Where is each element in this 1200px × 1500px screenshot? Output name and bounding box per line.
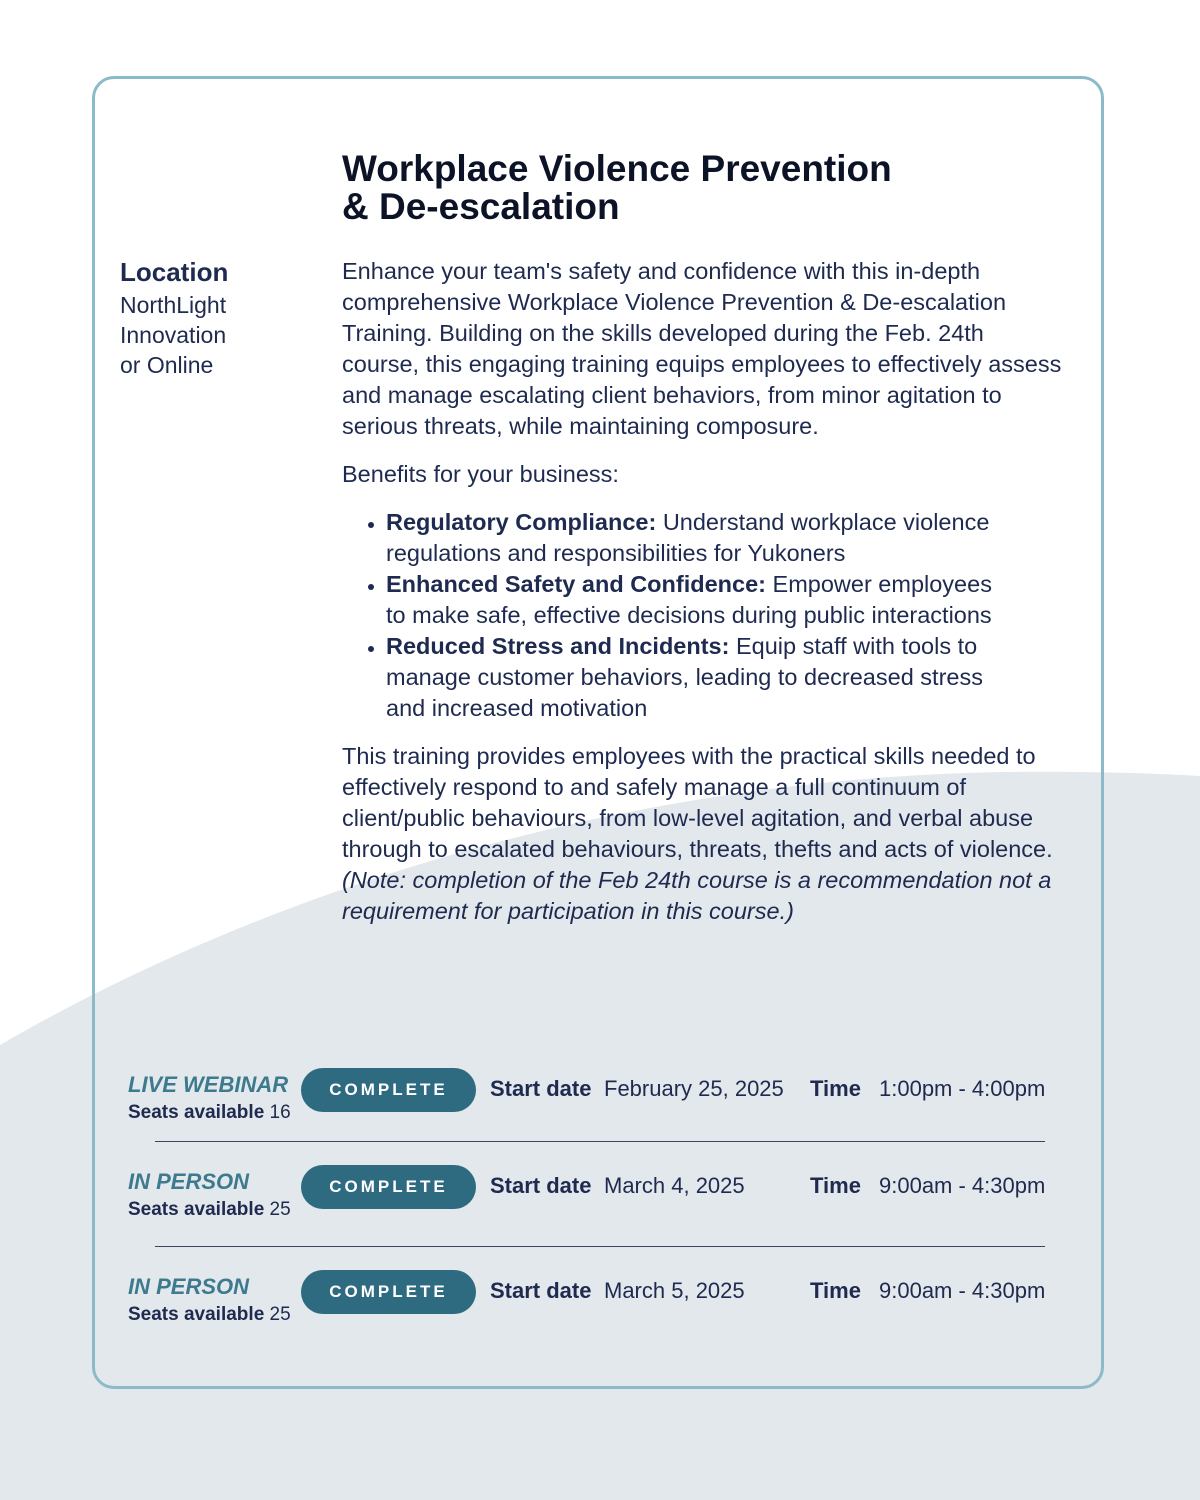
- status-complete-button[interactable]: COMPLETE: [301, 1270, 476, 1314]
- benefit-text: Understand workplace violence regulations and responsibilities for Yukoners: [386, 509, 990, 566]
- benefit-title: Regulatory Compliance:: [386, 509, 657, 535]
- location-value: NorthLight Innovation or Online: [120, 292, 227, 378]
- session-type: LIVE WEBINAR: [128, 1072, 289, 1097]
- session-row: [128, 1167, 1068, 1237]
- divider: [155, 1246, 1045, 1247]
- session-row: [128, 1272, 1068, 1342]
- course-description: [342, 256, 1062, 944]
- session-type: IN PERSON: [128, 1274, 250, 1299]
- seats-label: Seats available: [128, 1304, 265, 1325]
- intro-paragraph: Enhance your team's safety and confidence with this in-depth comprehensive Workplace Violence Prevention & De-escalation Training. Building on the skills developed during the Feb. 24th course, this engaging training equips employees to effectively assess and manage escalating client behaviors, from minor agitation to serious threats, while maintaining composure.: [342, 258, 1062, 439]
- course-title: [342, 150, 1042, 226]
- time-value: 9:00am - 4:30pm: [879, 1173, 1046, 1198]
- benefit-text: Empower employees to make safe, effective decisions during public interactions: [386, 571, 992, 628]
- closing-text: This training provides employees with the practical skills needed to effectively respond to and safely manage a full continuum of client/public behaviours, from low-level agitation, and verbal abuse through to escalated behaviours, threats, thefts and acts of violence.: [342, 743, 1053, 862]
- session-row: [128, 1070, 1068, 1140]
- status-complete-button[interactable]: COMPLETE: [301, 1068, 476, 1112]
- divider: [155, 1141, 1045, 1142]
- start-date-label: Start date: [490, 1278, 592, 1303]
- benefit-text: Equip staff with tools to manage customer behaviors, leading to decreased stress and increased motivation: [386, 633, 983, 721]
- status-complete-button[interactable]: COMPLETE: [301, 1165, 476, 1209]
- time-value: 1:00pm - 4:00pm: [879, 1076, 1046, 1101]
- benefit-item: [386, 507, 1006, 569]
- benefit-item: [386, 631, 1006, 724]
- location-block: [120, 256, 320, 380]
- closing-note: (Note: completion of the Feb 24th course is a recommendation not a requirement for participation in this course.): [342, 867, 1052, 924]
- seats-label: Seats available: [128, 1199, 265, 1220]
- seats-count: 16: [269, 1102, 291, 1123]
- time-label: Time: [810, 1076, 861, 1101]
- seats-available: [128, 1100, 291, 1126]
- course-title-line-2: & De-escalation: [342, 186, 620, 227]
- start-date-value: March 4, 2025: [604, 1173, 745, 1198]
- time-label: Time: [810, 1278, 861, 1303]
- start-date-label: Start date: [490, 1076, 592, 1101]
- start-date-label: Start date: [490, 1173, 592, 1198]
- seats-label: Seats available: [128, 1102, 265, 1123]
- start-date-value: February 25, 2025: [604, 1076, 784, 1101]
- benefit-title: Enhanced Safety and Confidence:: [386, 571, 766, 597]
- location-label: Location: [120, 257, 229, 287]
- seats-count: 25: [269, 1199, 291, 1220]
- benefit-title: Reduced Stress and Incidents:: [386, 633, 730, 659]
- time-label: Time: [810, 1173, 861, 1198]
- benefits-list: [342, 507, 1006, 724]
- start-date-value: March 5, 2025: [604, 1278, 745, 1303]
- seats-available: [128, 1302, 291, 1328]
- benefits-heading: Benefits for your business:: [342, 461, 619, 487]
- session-type: IN PERSON: [128, 1169, 250, 1194]
- benefit-item: [386, 569, 1006, 631]
- time-value: 9:00am - 4:30pm: [879, 1278, 1046, 1303]
- closing-paragraph: [342, 741, 1062, 927]
- seats-available: [128, 1197, 291, 1223]
- course-title-line-1: Workplace Violence Prevention: [342, 148, 892, 189]
- seats-count: 25: [269, 1304, 291, 1325]
